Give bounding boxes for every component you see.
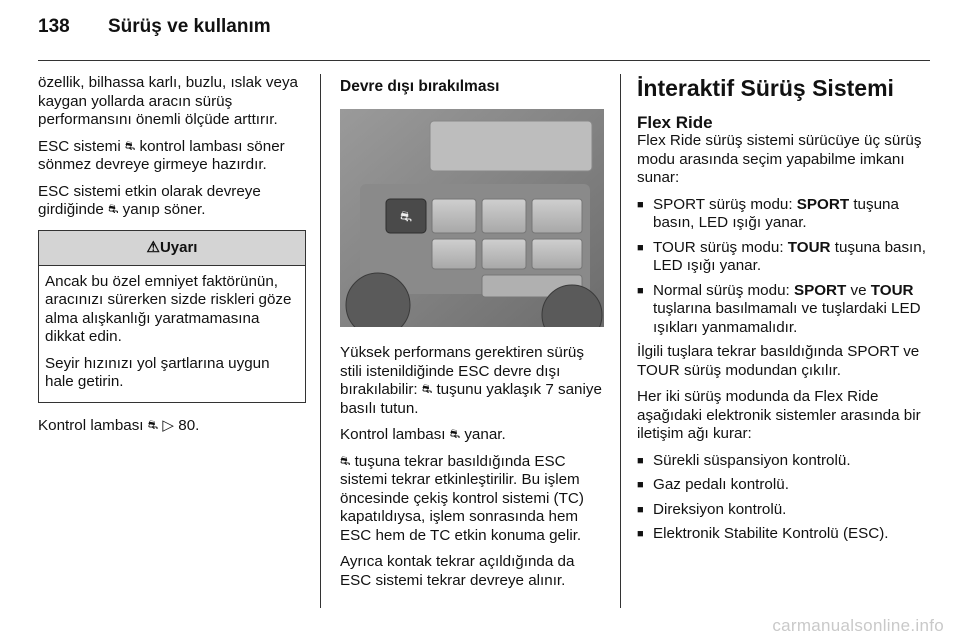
col1-paragraph-2: ESC sistemi ⛐ kontrol lambası söner sönmez devreye girmeye hazırdır. xyxy=(38,137,285,173)
svg-text:⛐: ⛐ xyxy=(399,207,413,224)
col3-paragraph-2: İlgili tuşlara tekrar basıldığında SPORT ve TOUR sürüş modundan çıkılır. xyxy=(637,343,920,379)
warning-paragraph-1: Ancak bu özel emniyet faktörünün, aracınızı sürerken sizde riskleri göze alma alışkanlığı yaratmamasına dikkat edin. xyxy=(45,272,292,345)
section-subtitle: Flex Ride xyxy=(637,113,713,132)
column-divider-2 xyxy=(620,74,621,608)
list-item: ■ Direksiyon kontrolü. xyxy=(637,501,927,520)
col2-paragraph-3: ⛐ tuşuna tekrar basıldığında ESC sistemi tekrar etkinleştirilir. Bu işlem öncesinde çekiş kontrol sistemi (TC) kapatıldıysa, işlem sonrasında hem ESC hem de TC etkin konuma gelir. xyxy=(340,452,584,544)
list-item: ■ SPORT sürüş modu: SPORT tuşuna basın, LED ışığı yanar. xyxy=(637,196,927,233)
header-rule xyxy=(38,60,930,61)
col3-paragraph-3: Her iki sürüş modunda da Flex Ride aşağıdaki elektronik sistemler arasında bir iletişim ağı kurar: xyxy=(637,388,921,442)
reference-arrow-icon: ▷ xyxy=(162,416,175,434)
warning-box xyxy=(38,230,306,403)
column-divider-1 xyxy=(320,74,321,608)
col3-intro: Flex Ride sürüş sistemi sürücüye üç sürüş modu arasında seçim yapabilme imkanı sunar: xyxy=(637,132,922,186)
page-header-title: Sürüş ve kullanım xyxy=(108,16,271,37)
esc-button-photo xyxy=(340,109,604,327)
list-item: ■ Elektronik Stabilite Kontrolü (ESC). xyxy=(637,525,927,544)
column-2 xyxy=(340,74,604,598)
esc-icon: ⛐ xyxy=(108,202,119,216)
column-1 xyxy=(38,74,306,443)
col2-paragraph-2: Kontrol lambası ⛐ yanar. xyxy=(340,426,506,443)
esc-icon: ⛐ xyxy=(124,138,136,153)
list-item: ■ TOUR sürüş modu: TOUR tuşuna basın, LED ışığı yanar. xyxy=(637,239,927,276)
warning-paragraph-2: Seyir hızınızı yol şartlarına uygun hale getirin. xyxy=(45,354,270,390)
esc-icon: ⛐ xyxy=(340,453,351,468)
esc-off-icon: ⛐ xyxy=(449,427,461,441)
esc-icon: ⛐ xyxy=(147,417,159,432)
col2-paragraph-4: Ayrıca kontak tekrar açıldığında da ESC sistemi tekrar devreye alınır. xyxy=(340,553,575,589)
list-item: ■ Normal sürüş modu: SPORT ve TOUR tuşlarına basılmamalı ve tuşlardaki LED ışıkları yanmamalıdır. xyxy=(637,282,927,338)
page-number: 138 xyxy=(38,16,70,37)
section-heading: Devre dışı bırakılması xyxy=(340,78,500,95)
col1-paragraph-3: ESC sistemi etkin olarak devreye girdiğinde ⛐ yanıp söner. xyxy=(38,182,261,218)
systems-list xyxy=(637,452,927,544)
col2-paragraph-1: Yüksek performans gerektiren sürüş stili istenildiğinde ESC devre dışı bırakılabilir: ⛐ tuşunu yaklaşık 7 saniye basılı tutun. xyxy=(340,344,602,417)
driving-modes-list xyxy=(637,196,927,338)
warning-title: Uyarı xyxy=(159,238,198,256)
watermark[interactable]: carmanualsonline.info xyxy=(772,616,944,635)
page-header xyxy=(38,16,271,38)
column-3 xyxy=(637,74,927,550)
list-item: ■ Gaz pedalı kontrolü. xyxy=(637,476,927,495)
col1-paragraph-1: özellik, bilhassa karlı, buzlu, ıslak veya kaygan yollarda aracın sürüş performansını önemli ölçüde arttırır. xyxy=(38,74,298,128)
col1-paragraph-4: Kontrol lambası ⛐ ▷ 80. xyxy=(38,416,200,434)
list-item: ■ Sürekli süspansiyon kontrolü. xyxy=(637,452,927,471)
warning-icon: ⚠ xyxy=(146,238,160,256)
esc-icon: ⛐ xyxy=(421,382,433,396)
section-title: İnteraktif Sürüş Sistemi xyxy=(637,75,894,101)
warning-header xyxy=(39,231,305,266)
